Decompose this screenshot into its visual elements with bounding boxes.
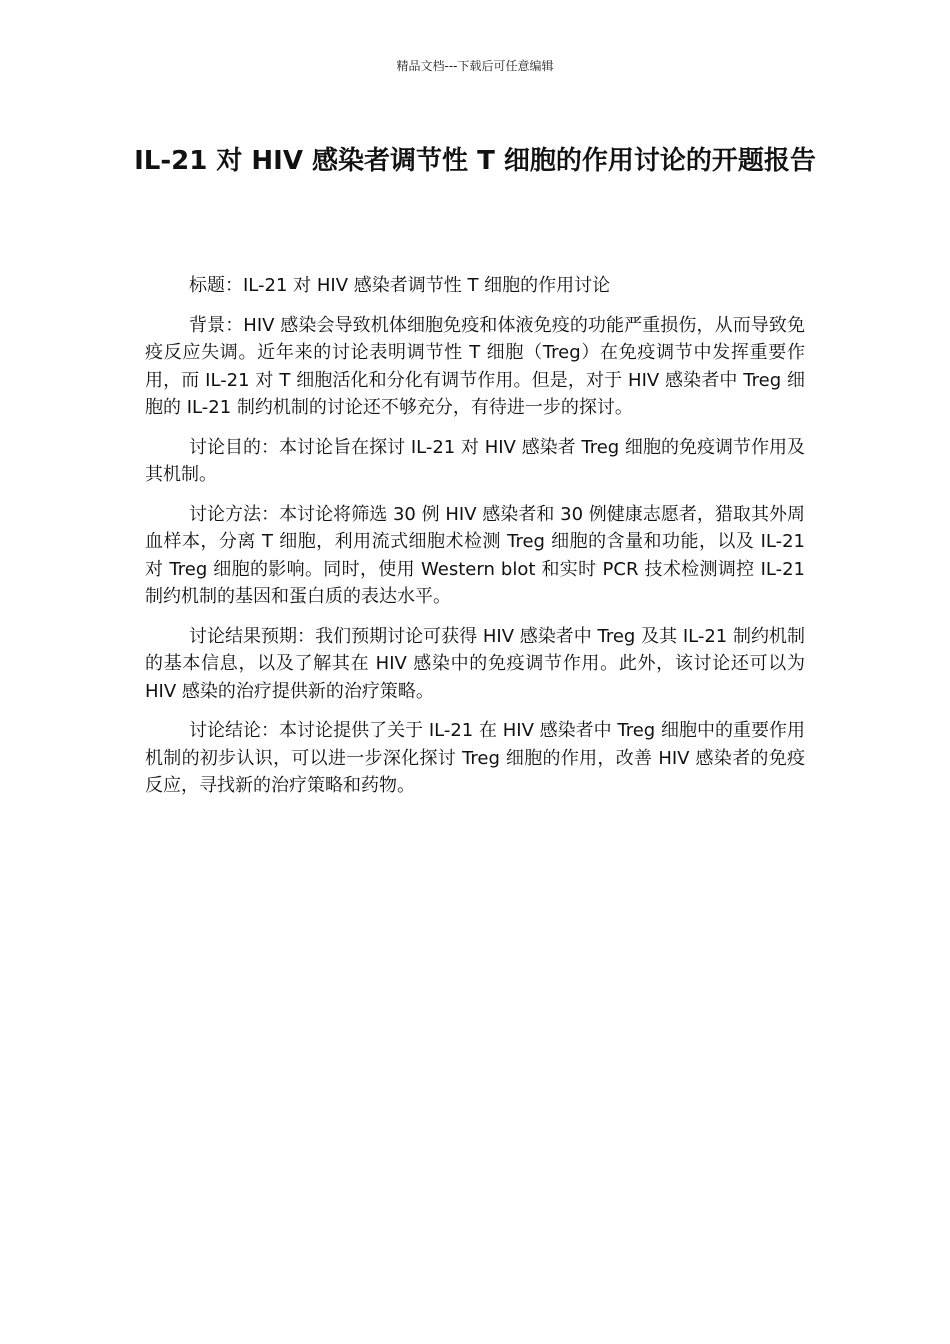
paragraph-conclusion <box>145 717 805 800</box>
paragraph-expected-results <box>145 623 805 706</box>
paragraph-label: 标题： <box>189 275 243 296</box>
document-body <box>145 272 805 812</box>
paragraph-label: 背景： <box>189 314 244 336</box>
paragraph-background <box>145 312 805 422</box>
paragraph-text: IL-21 对 HIV 感染者调节性 T 细胞的作用讨论 <box>243 275 611 296</box>
paragraph-text: 本讨论旨在探讨 IL-21 对 HIV 感染者 Treg 细胞的免疫调节作用及其机制。 <box>145 436 806 485</box>
paragraph-methods <box>145 501 805 611</box>
paragraph-label: 讨论目的： <box>189 436 280 458</box>
document-title: IL-21 对 HIV 感染者调节性 T 细胞的作用讨论的开题报告 <box>134 146 816 176</box>
paragraph-label: 讨论结论： <box>189 720 280 741</box>
paragraph-objective <box>145 434 805 489</box>
paragraph-title <box>145 272 805 300</box>
paragraph-text: 本讨论提供了关于 IL-21 在 HIV 感染者中 Treg 细胞中的重要作用机制的初步认识，可以进一步深化探讨 Treg 细胞的作用，改善 HIV 感染者的免疫反应，寻找新的治疗策略和药物。 <box>145 720 806 796</box>
paragraph-text: 我们预期讨论可获得 HIV 感染者中 Treg 及其 IL-21 制约机制的基本信息，以及了解其在 HIV 感染中的免疫调节作用。此外，该讨论还可以为 HIV 感染的治疗提供新的治疗策略。 <box>145 625 806 702</box>
paragraph-label: 讨论结果预期： <box>189 625 316 647</box>
paragraph-text: HIV 感染会导致机体细胞免疫和体液免疫的功能严重损伤，从而导致免疫反应失调。近年来的讨论表明调节性 T 细胞（Treg）在免疫调节中发挥重要作用，而 IL-21 对 T 细胞活化和分化有调节作用。但是，对于 HIV 感染者中 Treg 细胞的 IL-21 制约机制的讨论还不够充分，有待进一步的探讨。 <box>145 314 805 418</box>
header-note: 精品文档---下载后可任意编辑 <box>396 59 554 73</box>
paragraph-label: 讨论方法： <box>189 503 280 525</box>
paragraph-text: 本讨论将筛选 30 例 HIV 感染者和 30 例健康志愿者，猎取其外周血样本，分离 T 细胞，利用流式细胞术检测 Treg 细胞的含量和功能，以及 IL-21 对 Treg 细胞的影响。同时，使用 Western blot 和实时 PCR 技术检测调控 IL-21 制约机制的基因和蛋白质的表达水平。 <box>145 503 805 607</box>
